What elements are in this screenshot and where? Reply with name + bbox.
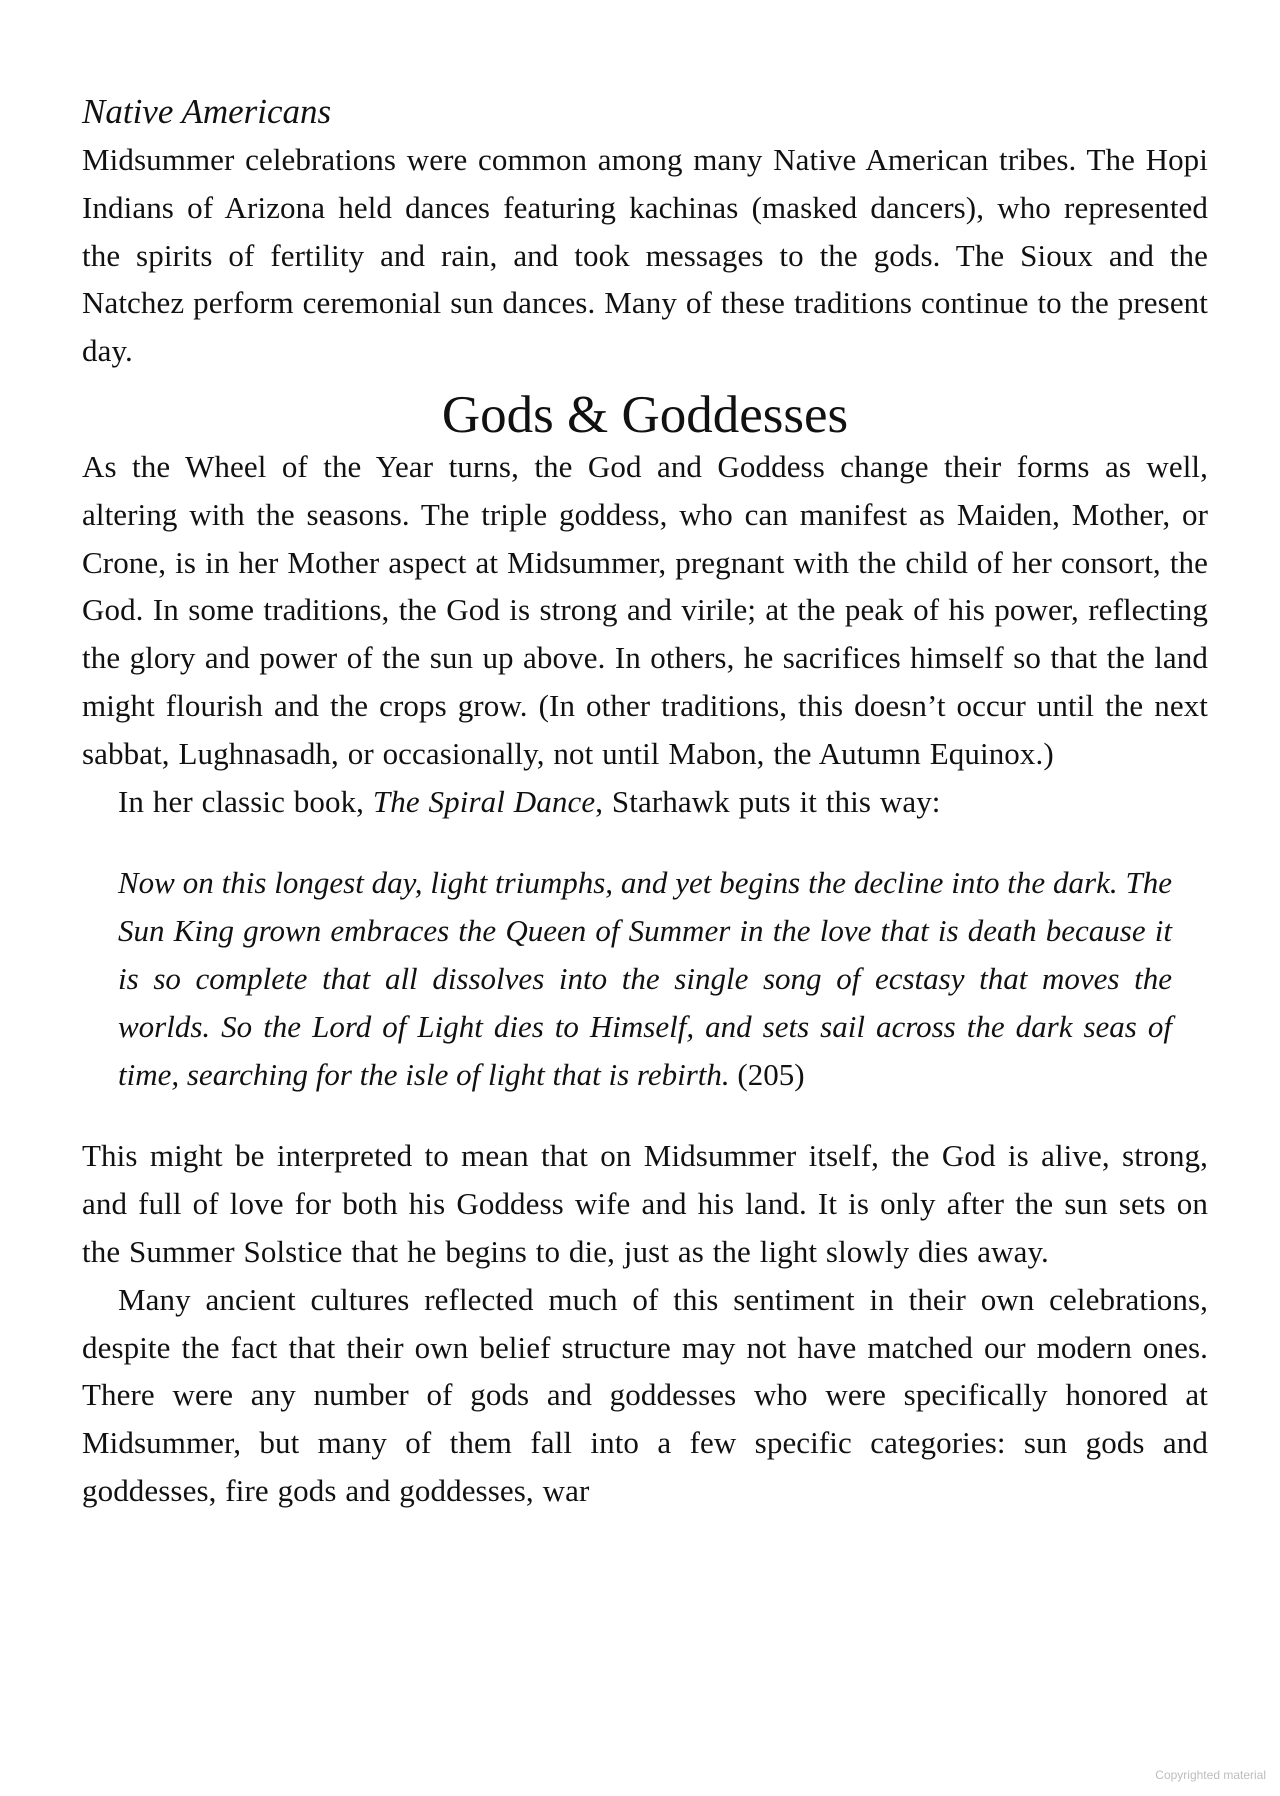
paragraph-ancient-cultures: Many ancient cultures reflected much of this sentiment in their own celebrations, despite the fact that their own belief structure may not have matched our modern ones. There were any number of gods and goddesses who were specifically honored at Midsummer, but many of them fall into a few specific categories: sun gods and goddesses, fire gods and goddesses, war	[82, 1281, 1208, 1508]
intro-text-after: , Starhawk puts it this way:	[595, 783, 941, 819]
section-heading-gods-goddesses: Gods & Goddesses	[441, 385, 849, 444]
paragraph-wheel-of-year: As the Wheel of the Year turns, the God and Goddess change their forms as well, altering with the seasons. The triple goddess, who can manifest as Maiden, Mother, or Crone, is in her Mother aspect at Midsummer, pregnant with the child of her consort, the God. In some traditions, the God is strong and virile; at the peak of his power, reflecting the glory and power of the sun up above. In others, he sacrifices himself so that the land might flourish and the crops grow. (In other traditions, this doesn’t occur until the next sabbat, Lughnasadh, or occasionally, not until Mabon, the Autumn Equinox.)	[82, 448, 1208, 771]
book-title: The Spiral Dance	[372, 783, 596, 819]
book-page	[82, 88, 1208, 1515]
copyright-watermark: Copyrighted material	[1155, 1768, 1266, 1782]
quote-citation: (205)	[729, 1056, 805, 1092]
paragraph-spiral-dance-intro	[82, 778, 1208, 826]
section-subtitle-native-americans: Native Americans	[82, 92, 332, 131]
quote-text: Now on this longest day, light triumphs, and yet begins the decline into the dark. The Sun King grown embraces the Queen of Summer in the love that is death because it is so complete that all dissolves into the single song of ecstasy that moves the worlds. So the Lord of Light dies to Himself, and sets sail across the dark seas of time, searching for the isle of light that is rebirth.	[118, 865, 1172, 1092]
blockquote-starhawk	[118, 859, 1172, 1098]
paragraph-midsummer-interpretation: This might be interpreted to mean that on Midsummer itself, the God is alive, strong, and full of love for both his Goddess wife and his land. It is only after the sun sets on the Summer Solstice that he begins to die, just as the light slowly dies away.	[82, 1138, 1208, 1269]
intro-text-before: In her classic book,	[118, 783, 373, 819]
paragraph-native-americans: Midsummer celebrations were common among many Native American tribes. The Hopi Indians of Arizona held dances featuring kachinas (masked dancers), who represented the spirits of fertility and rain, and took messages to the gods. The Sioux and the Natchez perform ceremonial sun dances. Many of these traditions continue to the present day.	[82, 142, 1208, 369]
